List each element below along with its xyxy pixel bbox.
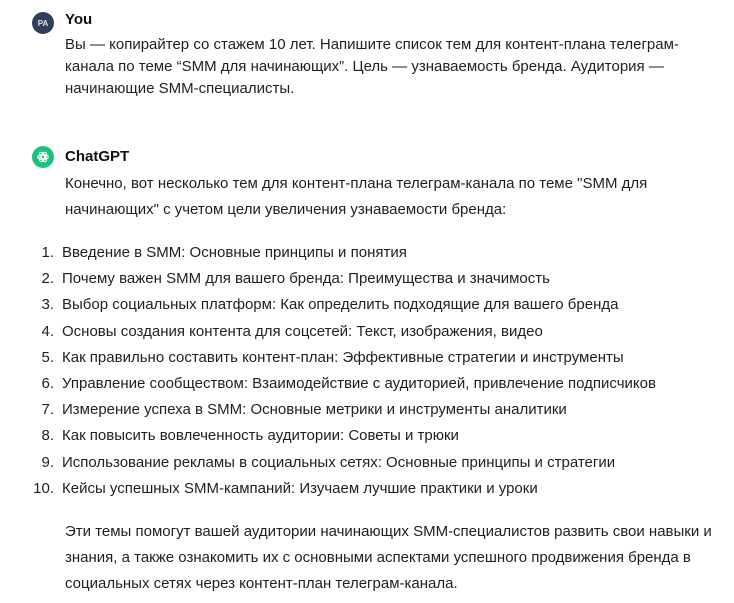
list-item-text: Как правильно составить контент-план: Эффективные стратегии и инструменты [62, 348, 624, 366]
topics-list [0, 240, 656, 502]
openai-logo-icon [36, 150, 50, 164]
list-item [0, 345, 656, 371]
user-initials: PA [37, 18, 49, 28]
list-item-number: 6. [41, 374, 54, 392]
assistant-outro: Эти темы помогут вашей аудитории начинающих SMM-специалистов развить свои навыки и знания, а также ознакомить их с основными аспектами успешного продвижения бренда в социальных сетях через контент-план телеграм-канала. [65, 523, 712, 592]
list-item-text: Как повысить вовлеченность аудитории: Советы и трюки [62, 427, 459, 445]
list-item [0, 371, 656, 397]
list-item [0, 292, 656, 318]
list-item [0, 240, 656, 266]
list-item-text: Управление сообществом: Взаимодействие с аудиторией, привлечение подписчиков [62, 374, 656, 392]
list-item-text: Измерение успеха в SMM: Основные метрики и инструменты аналитики [62, 401, 567, 419]
list-item-text: Кейсы успешных SMM-кампаний: Изучаем лучшие практики и уроки [62, 479, 538, 497]
list-item-number: 2. [41, 270, 54, 288]
list-item-number: 4. [41, 322, 54, 340]
list-item-number: 9. [41, 453, 54, 471]
list-item-number: 1. [41, 244, 54, 261]
list-item-text: Введение в SMM: Основные принципы и понятия [62, 244, 407, 261]
user-avatar [32, 12, 54, 34]
user-name: You [65, 11, 93, 28]
list-item [0, 450, 656, 476]
list-item-number: 3. [41, 296, 54, 314]
assistant-name: ChatGPT [65, 148, 130, 165]
list-item [0, 397, 656, 423]
list-item-number: 10. [33, 479, 54, 497]
list-item [0, 266, 656, 292]
assistant-intro: Конечно, вот несколько тем для контент-плана телеграм-канала по теме "SMM для начинающих" с учетом цели увеличения узнаваемости бренда: [65, 175, 648, 218]
list-item [0, 476, 656, 502]
list-item-number: 5. [41, 348, 54, 366]
list-item-text: Использование рекламы в социальных сетях: Основные принципы и стратегии [62, 453, 616, 471]
list-item-text: Почему важен SMM для вашего бренда: Преимущества и значимость [62, 270, 550, 288]
chatgpt-avatar [32, 146, 54, 168]
list-item-number: 7. [41, 401, 54, 419]
list-item [0, 319, 656, 345]
list-item-text: Выбор социальных платформ: Как определить подходящие для вашего бренда [62, 296, 619, 314]
user-message: Вы — копирайтер со стажем 10 лет. Напишите список тем для контент-плана телеграм-канала по теме “SMM для начинающих”. Цель — узнаваемость бренда. Аудитория — начинающие SMM-специалисты. [65, 36, 679, 97]
list-item-number: 8. [41, 427, 54, 445]
list-item-text: Основы создания контента для соцсетей: Текст, изображения, видео [62, 322, 543, 340]
list-item [0, 423, 656, 449]
